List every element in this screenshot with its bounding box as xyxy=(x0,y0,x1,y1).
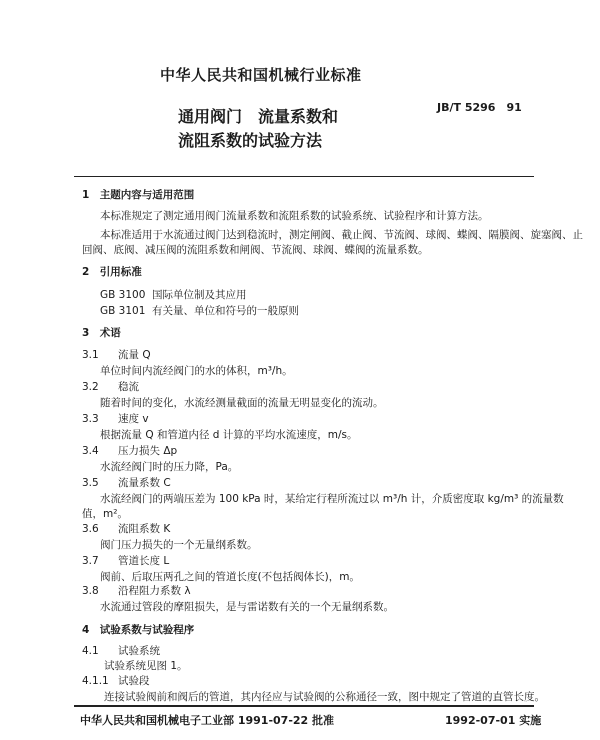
term-number: 3.1 xyxy=(82,349,99,361)
term-number: 3.2 xyxy=(82,381,99,393)
term-number: 3.8 xyxy=(82,585,99,597)
subsection-4-1-text: 试验系统见图 1。 xyxy=(104,660,188,672)
term-number: 3.3 xyxy=(82,413,99,425)
section-4-heading: 4 试验系数与试验程序 xyxy=(82,624,195,636)
issuing-org-title: 中华人民共和国机械行业标准 xyxy=(160,66,362,84)
term-definition: 阀门压力损失的一个无量纲系数。 xyxy=(100,539,258,551)
term-name: 流量 Q xyxy=(118,349,151,361)
standard-code: JB/T 5296 91 xyxy=(437,101,522,114)
term-number: 3.6 xyxy=(82,523,99,535)
term-definition: 随着时间的变化，水流经测量截面的流量无明显变化的流动。 xyxy=(100,397,384,409)
effective-date: 1992-07-01 实施 xyxy=(445,714,542,727)
term-name: 压力损失 Δp xyxy=(118,445,178,457)
reference-title: 有关量、单位和符号的一般原则 xyxy=(152,305,299,317)
term-definition: 阀前、后取压两孔之间的管道长度(不包括阀体长)，m。 xyxy=(100,571,360,583)
term-name: 速度 v xyxy=(118,413,149,425)
term-definition: 单位时间内流经阀门的水的体积，m³/h。 xyxy=(100,365,293,377)
term-number: 3.7 xyxy=(82,555,99,567)
term-definition: 水流经阀门时的压力降，Pa。 xyxy=(100,461,239,473)
subsection-4-1-title: 试验系统 xyxy=(118,645,160,657)
header-divider xyxy=(74,176,534,177)
reference-code: GB 3101 xyxy=(100,305,146,317)
term-name: 沿程阻力系数 λ xyxy=(118,585,191,597)
approval-line: 中华人民共和国机械电子工业部 1991-07-22 批准 xyxy=(80,714,335,727)
term-name: 管道长度 L xyxy=(118,555,170,567)
term-number: 3.5 xyxy=(82,477,99,489)
term-definition: 水流通过管段的摩阻损失，是与雷诺数有关的一个无量纲系数。 xyxy=(100,601,394,613)
term-number: 3.4 xyxy=(82,445,99,457)
reference-code: GB 3100 xyxy=(100,289,146,301)
section-1-paragraph-2-line-1: 本标准适用于水流通过阀门达到稳流时，测定闸阀、截止阀、节流阀、球阀、蝶阀、隔膜阀、旋塞阀、止 xyxy=(100,229,583,241)
term-definition: 值，m²。 xyxy=(82,508,128,520)
subsection-4-1-1-text: 连接试验阀前和阀后的管道，其内径应与试验阀的公称通径一致，图中规定了管道的直管长度。 xyxy=(104,691,545,703)
subsection-4-1-number: 4.1 xyxy=(82,645,99,657)
subsection-4-1-1-title: 试验段 xyxy=(118,675,150,687)
term-name: 稳流 xyxy=(118,381,139,393)
term-name: 流阻系数 K xyxy=(118,523,171,535)
subsection-4-1-1-number: 4.1.1 xyxy=(82,675,109,687)
term-definition: 根据流量 Q 和管道内径 d 计算的平均水流速度，m/s。 xyxy=(100,429,358,441)
section-1-heading: 1 主题内容与适用范围 xyxy=(82,189,195,201)
section-2-heading: 2 引用标准 xyxy=(82,266,142,278)
term-definition: 水流经阀门的两端压差为 100 kPa 时，某给定行程所流过以 m³/h 计，介质密度取 kg/m³ 的流量数 xyxy=(100,493,564,505)
term-name: 流量系数 C xyxy=(118,477,171,489)
reference-title: 国际单位制及其应用 xyxy=(152,289,247,301)
section-3-heading: 3 术语 xyxy=(82,327,121,339)
footer-divider xyxy=(74,705,534,707)
section-1-paragraph-2-line-2: 回阀、底阀、减压阀的流阻系数和闸阀、节流阀、球阀、蝶阀的流量系数。 xyxy=(82,244,429,256)
section-1-paragraph-1: 本标准规定了测定通用阀门流量系数和流阻系数的试验系统、试验程序和计算方法。 xyxy=(100,210,489,222)
document-title-line1: 通用阀门 流量系数和 xyxy=(178,107,339,126)
document-title-line2: 流阻系数的试验方法 xyxy=(178,131,323,150)
